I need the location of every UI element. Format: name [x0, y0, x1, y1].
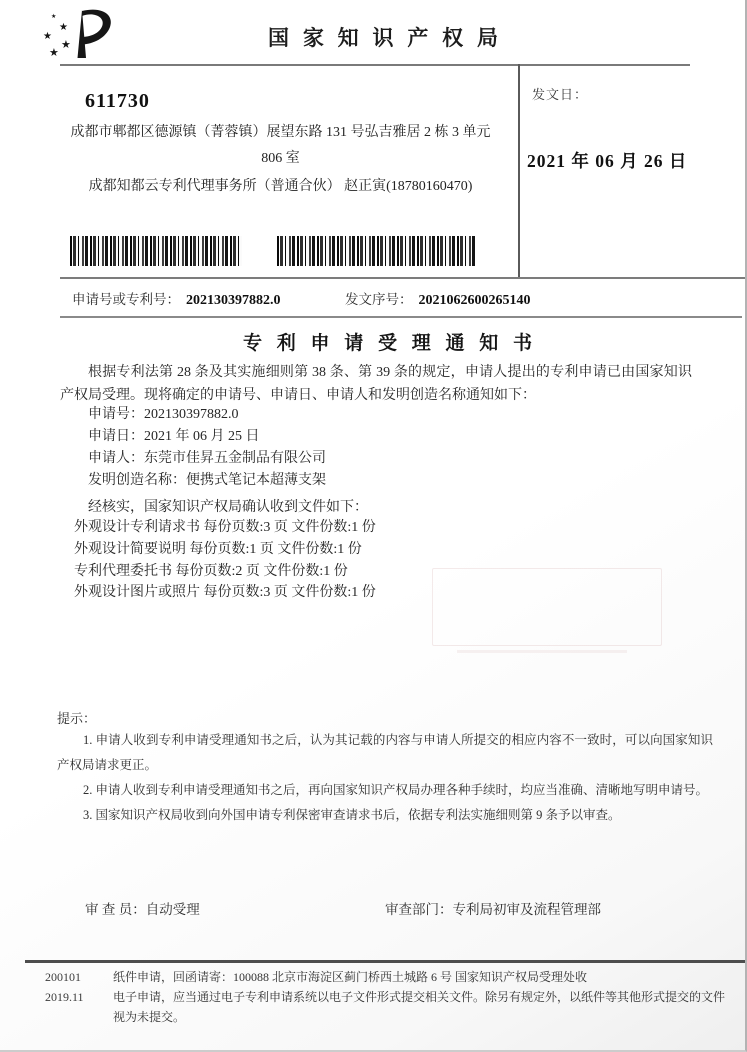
- field-application-date: 申请日：2021 年 06 月 25 日: [88, 429, 260, 444]
- application-fields: [88, 404, 326, 492]
- reference-bottom-rule: [60, 316, 742, 318]
- notice-intro: 根据专利法第 28 条及其实施细则第 38 条、第 39 条的规定，申请人提出的专利申请已由国家知识产权局受理。现将确定的申请号、申请日、申请人和发明创造名称通知如下：: [60, 365, 692, 403]
- footer-eline: 电子申请，应当通过电子专利申请系统以电子文件形式提交相关文件。除另有规定外，以纸件等其他形式提交的文件视为未提交。: [113, 990, 726, 1024]
- faint-stamp-artifact: [432, 568, 662, 646]
- field-applicant: 申请人：东莞市佳昇五金制品有限公司: [88, 451, 326, 466]
- form-code: 2019.11: [45, 990, 84, 1004]
- department-group: [385, 898, 601, 918]
- address-line2: 806 室: [261, 151, 300, 166]
- footer-text: [113, 967, 725, 1027]
- form-codes: [45, 967, 113, 1027]
- footer-block: [45, 967, 735, 1027]
- application-number-value: 202130397882.0: [186, 293, 281, 308]
- tip-item: 3. 国家知识产权局收到向外国申请专利保密审查请求书后，依据专利法实施细则第 9 条予以审查。: [83, 808, 621, 822]
- tips-label: 提示：: [57, 711, 97, 726]
- address-line1: 成都市郫都区德源镇（菁蓉镇）展望东路 131 号弘吉雅居 2 栋 3 单元: [70, 125, 491, 140]
- svg-text:★: ★: [43, 31, 52, 42]
- agent-line: 成都知都云专利代理事务所（普通合伙） 赵正寅(18780160470): [88, 179, 473, 194]
- tip-item: 1. 申请人收到专利申请受理通知书之后，认为其记载的内容与申请人所提交的相应内容不一致时，可以向国家知识产权局请求更正。: [57, 733, 713, 772]
- postal-code: 611730: [85, 90, 150, 112]
- form-code: 200101: [45, 970, 81, 984]
- examiner-value: 自动受理: [145, 902, 200, 917]
- svg-text:★: ★: [51, 14, 57, 20]
- document-item: 外观设计专利请求书 每份页数:3 页 文件份数:1 份: [74, 520, 376, 535]
- department-label: 审查部门：: [385, 902, 453, 917]
- agency-title: 国 家 知 识 产 权 局: [267, 27, 502, 50]
- confirm-line: 经核实，国家知识产权局确认收到文件如下：: [88, 500, 368, 515]
- svg-text:★: ★: [61, 39, 71, 51]
- dispatch-box-divider: [518, 64, 520, 278]
- recipient-address: [48, 120, 513, 200]
- examiner-label: 审 查 员：: [85, 902, 146, 917]
- svg-text:★: ★: [59, 22, 68, 33]
- department-value: 专利局初审及流程管理部: [452, 902, 601, 917]
- field-application-number: 申请号：202130397882.0: [88, 407, 239, 422]
- dispatch-date-value: 2021 年 06 月 26 日: [527, 151, 688, 171]
- footer-rule: [25, 960, 746, 963]
- field-invention-title: 发明创造名称：便携式笔记本超薄支架: [88, 473, 326, 488]
- barcode-left: [70, 236, 242, 266]
- serial-number-group: [345, 288, 531, 309]
- svg-text:★: ★: [49, 47, 59, 59]
- barcode-right: [277, 236, 475, 266]
- serial-number-value: 2021062600265140: [418, 293, 531, 308]
- dispatch-date-label: 发文日：: [532, 87, 589, 102]
- serial-number-label: 发文序号：: [345, 292, 413, 307]
- footer-paper-line: 纸件申请，回函请寄：100088 北京市海淀区蓟门桥西土城路 6 号 国家知识产权局受理处收: [113, 970, 588, 984]
- application-number-label: 申请号或专利号：: [72, 292, 180, 307]
- document-item: 专利代理委托书 每份页数:2 页 文件份数:1 份: [74, 563, 348, 579]
- application-number-group: [72, 288, 281, 309]
- examiner-group: [85, 898, 200, 918]
- document-item: 外观设计简要说明 每份页数:1 页 文件份数:1 份: [74, 541, 362, 557]
- barcode-bottom-rule: [60, 277, 746, 279]
- document-item: 外观设计图片或照片 每份页数:3 页 文件份数:1 份: [74, 585, 376, 601]
- notice-title: 专 利 申 请 受 理 通 知 书: [242, 333, 537, 354]
- tips-list: [57, 728, 713, 828]
- received-documents-list: [74, 517, 376, 604]
- header-rule: [60, 64, 690, 66]
- tip-item: 2. 申请人收到专利申请受理通知书之后，再向国家知识产权局办理各种手续时，均应当准确、清晰地写明申请号。: [83, 783, 709, 797]
